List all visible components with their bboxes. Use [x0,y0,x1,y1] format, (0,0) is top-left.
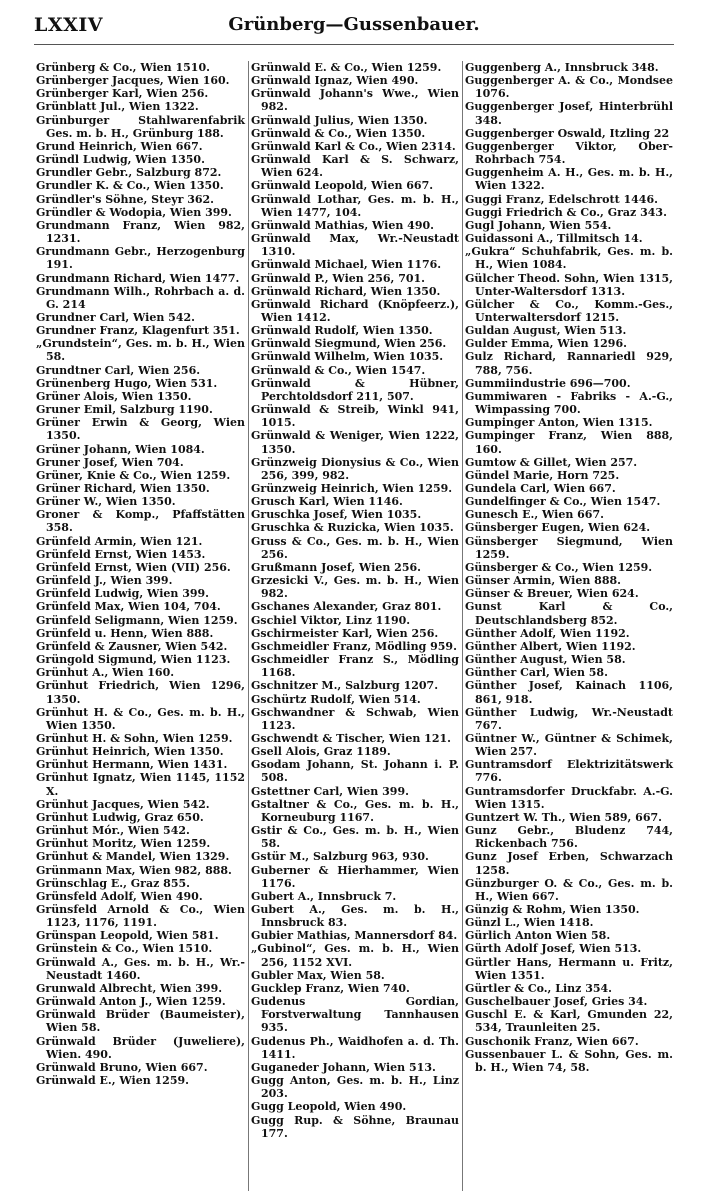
directory-entry: Grünhut Heinrich, Wien 1350. [36,745,224,759]
directory-entry: Gülcher Theod. Sohn, Wien 1315, Unter-Waltersdorf 1313. [465,271,673,298]
directory-entry: Grünwald Anton J., Wien 1259. [36,995,226,1009]
column-2 [248,61,462,1191]
directory-entry: Günser & Breuer, Wien 624. [465,587,639,601]
directory-entry: Gschirmeister Karl, Wien 256. [251,626,439,640]
directory-entry: Grünfeld & Zausner, Wien 542. [36,639,228,653]
page-title: Grünberg—Gussenbauer. [228,14,480,35]
directory-entry: Grünwald Karl & S. Schwarz, Wien 624. [251,153,459,180]
directory-entry: Gründler's Söhne, Steyr 362. [36,192,215,206]
directory-entry: Gschürtz Rudolf, Wien 514. [251,692,421,706]
directory-entry: Gugg Anton, Ges. m. b. H., Linz 203. [251,1074,459,1101]
directory-entry: Günsberger Eugen, Wien 624. [465,521,651,535]
directory-entry: Grünfeld J., Wien 399. [36,574,173,588]
directory-entry: Günzl L., Wien 1418. [465,916,594,930]
directory-entry: Gumpinger Anton, Wien 1315. [465,416,653,430]
directory-entry: Guntramsdorfer Druckfabr. A.-G. Wien 1315. [465,784,673,811]
directory-entry: Gschmeidler Franz S., Mödling 1168. [251,653,459,680]
directory-entry: Guschonik Franz, Wien 667. [465,1034,639,1048]
directory-entry: Günther Carl, Wien 58. [465,666,608,680]
directory-entry: Grünwald & Hübner, Perchtoldsdorf 211, 507. [251,376,459,403]
directory-entry: Grundtner Carl, Wien 256. [36,363,201,377]
directory-entry: Grünwald Ignaz, Wien 490. [251,74,419,88]
directory-entry: Guschl E. & Karl, Gmunden 22, 534, Traunleiten 25. [465,1008,673,1035]
directory-entry: Gürtler & Co., Linz 354. [465,981,612,995]
directory-entry: Gugg Leopold, Wien 490. [251,1100,407,1114]
directory-entry: Gürlich Anton Wien 58. [465,929,611,943]
directory-entry: Grünblatt Jul., Wien 1322. [36,100,199,114]
directory-entry: Gürth Adolf Josef, Wien 513. [465,942,642,956]
directory-entry: Grüner Johann, Wien 1084. [36,442,205,456]
directory-entry: Grundner Franz, Klagenfurt 351. [36,324,240,338]
directory-entry: Gundelfinger & Co., Wien 1547. [465,495,661,509]
directory-entry: Grünfeld Max, Wien 104, 704. [36,600,221,614]
directory-entry: Grünwald Wilhelm, Wien 1035. [251,350,444,364]
directory-entry: Grünwald E. & Co., Wien 1259. [251,61,442,74]
directory-entry: Grüner, Knie & Co., Wien 1259. [36,468,231,482]
directory-entry: Grünwald Johann's Wwe., Wien 982. [251,87,459,114]
directory-entry: Gsell Alois, Graz 1189. [251,745,391,759]
directory-entry: Gürtler Hans, Hermann u. Fritz, Wien 1351. [465,955,673,982]
directory-entry: Grünmann Max, Wien 982, 888. [36,863,232,877]
directory-entry: Gulder Emma, Wien 1296. [465,337,627,351]
directory-entry: Gudenus Ph., Waidhofen a. d. Th. 1411. [251,1034,459,1061]
directory-entry: Grüner Alois, Wien 1350. [36,389,192,403]
directory-entry: Grundler K. & Co., Wien 1350. [36,179,224,193]
directory-entry: Guggenberger A. & Co., Mondsee 1076. [465,74,673,101]
directory-entry: Gülcher & Co., Komm.-Ges., Unterwaltersdorf 1215. [465,297,673,324]
directory-entry: Grünwald A., Ges. m. b. H., Wr.-Neustadt 1460. [36,955,245,982]
directory-entry: Grundler Gebr., Salzburg 872. [36,166,222,180]
directory-entry: Grünberger Karl, Wien 256. [36,87,209,101]
directory-entry: Gschnitzer M., Salzburg 1207. [251,679,439,693]
directory-entry: Grünburger Stahlwarenfabrik Ges. m. b. H., Grünburg 188. [36,113,245,140]
directory-entry: Gschwendt & Tischer, Wien 121. [251,731,451,745]
directory-entry: Grünberg & Co., Wien 1510. [36,61,210,74]
directory-entry: Gugg Rup. & Söhne, Braunau 177. [251,1113,459,1140]
directory-entry: Guggenberg A., Innsbruck 348. [465,61,659,74]
directory-entry: Grusch Karl, Wien 1146. [251,495,403,509]
directory-entry: Guntramsdorf Elektrizitätswerk 776. [465,758,673,785]
directory-entry: Grünfeld Ernst, Wien 1453. [36,547,206,561]
column-1 [34,61,248,1191]
directory-entry: Günser Armin, Wien 888. [465,574,621,588]
directory-entry: Gumpinger Franz, Wien 888, 160. [465,429,673,456]
directory-entry: Gussenbauer L. & Sohn, Ges. m. b. H., Wien 74, 58. [465,1047,673,1074]
directory-entry: Grünwald Brüder (Baumeister), Wien 58. [36,1008,245,1035]
column-3 [462,61,676,1191]
directory-entry: Gruschka Josef, Wien 1035. [251,508,422,522]
directory-entry: Grünwald Richard, Wien 1350. [251,284,441,298]
directory-entry: Guggenberger Viktor, Ober-Rohrbach 754. [465,139,673,167]
directory-entry: Günther Ludwig, Wr.-Neustadt 767. [465,705,673,732]
directory-entry: Grünwald Lothar, Ges. m. b. H., Wien 1477, 104. [251,192,459,219]
directory-entry: Gruschka & Ruzicka, Wien 1035. [251,521,454,535]
directory-entry: Grünfeld Ernst, Wien (VII) 256. [36,560,231,574]
directory-entry: Guggenberger Josef, Hinterbrühl 348. [465,100,673,127]
directory-entry: Günzburger O. & Co., Ges. m. b. H., Wien 667. [465,876,673,903]
directory-entry: Grünwald Brüder (Juweliere), Wien. 490. [36,1034,245,1061]
directory-entry: Gulz Richard, Rannariedl 929, 788, 756. [465,350,673,377]
directory-entry: Gschanes Alexander, Graz 801. [251,600,442,614]
directory-columns [34,61,676,1191]
directory-entry: Grünberger Jacques, Wien 160. [36,74,230,88]
directory-entry: Gumtow & Gillet, Wien 257. [465,455,638,469]
directory-entry: Günther Adolf, Wien 1192. [465,626,630,640]
directory-entry: Gschwandner & Schwab, Wien 1123. [251,705,459,732]
directory-entry: Grünwald P., Wien 256, 701. [251,271,425,285]
directory-entry: Grünwald & Streib, Winkl 941, 1015. [251,403,459,430]
directory-entry: Groner & Komp., Pfaffstätten 358. [36,508,245,535]
directory-entry: Günther Josef, Kainach 1106, 861, 918. [465,679,673,706]
directory-entry: Gubert A., Innsbruck 7. [251,889,397,903]
directory-entry: Gruss & Co., Ges. m. b. H., Wien 256. [251,534,459,561]
directory-entry: Grünwald Leopold, Wien 667. [251,179,434,193]
directory-entry: Gsodam Johann, St. Johann i. P. 508. [251,758,459,785]
directory-entry: Grundmann Gebr., Herzogenburg 191. [36,245,245,272]
directory-entry: Gubler Max, Wien 58. [251,968,385,982]
page-header [34,10,674,45]
directory-entry: Grünzweig Heinrich, Wien 1259. [251,482,453,495]
directory-entry: Gunesch E., Wien 667. [465,508,604,522]
directory-entry: Grünwald Siegmund, Wien 256. [251,337,447,351]
directory-entry: Gründler & Wodopia, Wien 399. [36,205,232,219]
directory-entry: Gundela Carl, Wien 667. [465,482,616,495]
directory-entry: „Grundstein“, Ges. m. b. H., Wien 58. [36,337,245,364]
directory-entry: Grundmann Richard, Wien 1477. [36,271,240,285]
directory-entry: Guggi Franz, Edelschrott 1446. [465,192,658,206]
directory-entry: Gucklер Franz, Wien 740. [251,981,410,995]
directory-entry: Grund Heinrich, Wien 667. [36,139,203,153]
directory-entry: Grünhut Jacques, Wien 542. [36,797,210,811]
directory-entry: Grünhut Friedrich, Wien 1296, 1350. [36,679,245,706]
directory-entry: Grüngold Sigmund, Wien 1123. [36,653,231,667]
directory-entry: Guggenberger Oswald, Itzling 22 [465,126,670,140]
directory-entry: Grünwald & Co., Wien 1350. [251,126,426,140]
directory-entry: Grundmann Wilh., Rohrbach a. d. G. 214 [36,284,245,311]
directory-entry: Grünhut Mór., Wien 542. [36,824,190,838]
directory-entry: Gubert A., Ges. m. b. H., Innsbruck 83. [251,903,459,930]
directory-entry: Gunst Karl & Co., Deutschlandsberg 852. [465,600,673,627]
directory-entry: Gündel Marie, Horn 725. [465,468,620,482]
directory-entry: Guidassoni A., Tillmitsch 14. [465,232,643,246]
directory-entry: „Gukra“ Schuhfabrik, Ges. m. b. H., Wien 1084. [465,245,673,272]
directory-entry: Grünwald & Weniger, Wien 1222, 1350. [251,429,459,456]
directory-entry: Gstettner Carl, Wien 399. [251,784,409,798]
directory-entry: Güntner W., Güntner & Schimek, Wien 257. [465,731,673,759]
directory-entry: „Gubinol“, Ges. m. b. H., Wien 256, 1152 XVI. [251,942,459,969]
directory-entry: Gudenus Gordian, Forstverwaltung Tannhausen 935. [251,995,459,1035]
directory-entry: Grünhut & Mandel, Wien 1329. [36,850,230,864]
directory-entry: Gschmeidler Franz, Mödling 959. [251,639,457,653]
directory-entry: Grundmann Franz, Wien 982, 1231. [36,218,245,246]
directory-entry: Grünwald Julius, Wien 1350. [251,113,428,127]
directory-entry: Gstaltner & Co., Ges. m. b. H., Korneuburg 1167. [251,797,459,824]
directory-entry: Grünhut H. & Sohn, Wien 1259. [36,731,233,745]
page-number: LXXIV [34,14,103,36]
directory-entry: Gruner Josef, Wien 704. [36,455,184,469]
directory-entry: Grünhut Hermann, Wien 1431. [36,758,228,772]
directory-entry: Grünwald Max, Wr.-Neustadt 1310. [251,232,459,259]
directory-entry: Grünstein & Co., Wien 1510. [36,942,213,956]
directory-entry: Gummiwaren - Fabriks - A.-G., Wimpassing 700. [465,389,673,417]
directory-entry: Grünwald E., Wien 1259. [36,1074,189,1088]
directory-entry: Guschelbauer Josef, Gries 34. [465,995,648,1009]
directory-entry: Grünenberg Hugo, Wien 531. [36,376,218,390]
directory-entry: Grünzweig Dionysius & Co., Wien 256, 399, 982. [251,455,459,482]
directory-entry: Guggenheim A. H., Ges. m. b. H., Wien 1322. [465,166,673,193]
directory-entry: Günzig & Rohm, Wien 1350. [465,903,640,916]
directory-entry: Günsberger Siegmund, Wien 1259. [465,534,673,561]
directory-entry: Grünwald Michael, Wien 1176. [251,258,442,272]
directory-entry: Grünsfeld Arnold & Co., Wien 1123, 1176, 1191. [36,903,245,930]
directory-entry: Gschiel Viktor, Linz 1190. [251,613,411,627]
directory-entry: Guberner & Hierhammer, Wien 1176. [251,863,459,890]
directory-entry: Grünwald Mathias, Wien 490. [251,218,434,232]
directory-entry: Grünhut Ignatz, Wien 1145, 1152 X. [36,771,245,798]
directory-entry: Grünhut H. & Co., Ges. m. b. H., Wien 1350. [36,705,245,732]
directory-entry: Gstir & Co., Ges. m. b. H., Wien 58. [251,824,459,851]
directory-entry: Gummiindustrie 696—700. [465,376,631,390]
directory-entry: Gründl Ludwig, Wien 1350. [36,153,205,167]
directory-entry: Guldan August, Wien 513. [465,324,627,338]
directory-entry: Grünwald Rudolf, Wien 1350. [251,324,433,338]
directory-entry: Grünfeld u. Henn, Wien 888. [36,626,214,640]
directory-entry: Grüner Richard, Wien 1350. [36,482,210,495]
directory-entry: Grüner Erwin & Georg, Wien 1350. [36,416,245,443]
directory-entry: Guntzert W. Th., Wien 589, 667. [465,810,662,824]
directory-entry: Gstür M., Salzburg 963, 930. [251,850,429,864]
directory-entry: Gunz Gebr., Bludenz 744, Rickenbach 756. [465,824,673,851]
directory-entry: Grünwald Karl & Co., Wien 2314. [251,139,456,153]
directory-entry: Gunz Josef Erben, Schwarzach 1258. [465,850,673,877]
directory-entry: Gruner Emil, Salzburg 1190. [36,403,213,417]
directory-entry: Gugl Johann, Wien 554. [465,218,612,232]
directory-entry: Gubier Mathias, Mannersdorf 84. [251,929,458,943]
directory-entry: Grünsfeld Adolf, Wien 490. [36,889,203,903]
directory-entry: Grünwald Bruno, Wien 667. [36,1060,208,1074]
directory-entry: Grußmann Josef, Wien 256. [251,560,421,574]
directory-entry: Grunwald Albrecht, Wien 399. [36,981,223,995]
directory-entry: Guggi Friedrich & Co., Graz 343. [465,205,667,219]
directory-entry: Grünfeld Seligmann, Wien 1259. [36,613,238,627]
directory-entry: Günsberger & Co., Wien 1259. [465,560,653,574]
directory-entry: Günther Albert, Wien 1192. [465,639,636,653]
directory-entry: Grünwald & Co., Wien 1547. [251,363,426,377]
directory-entry: Grünspan Leopold, Wien 581. [36,929,219,943]
directory-entry: Grünwald Richard (Knöpfeerz.), Wien 1412. [251,297,459,324]
directory-entry: Grüner W., Wien 1350. [36,495,176,509]
directory-entry: Grzesicki V., Ges. m. b. H., Wien 982. [251,574,459,601]
directory-entry: Grundner Carl, Wien 542. [36,310,195,324]
directory-entry: Grünfeld Armin, Wien 121. [36,534,203,548]
directory-entry: Grünschlag E., Graz 855. [36,876,190,890]
directory-entry: Grünhut Ludwig, Graz 650. [36,810,204,824]
directory-entry: Grünhut Moritz, Wien 1259. [36,837,211,851]
directory-entry: Grünfeld Ludwig, Wien 399. [36,587,209,601]
directory-entry: Günther August, Wien 58. [465,653,626,667]
directory-entry: Guganeder Johann, Wien 513. [251,1060,436,1074]
directory-entry: Grünhut A., Wien 160. [36,666,175,680]
